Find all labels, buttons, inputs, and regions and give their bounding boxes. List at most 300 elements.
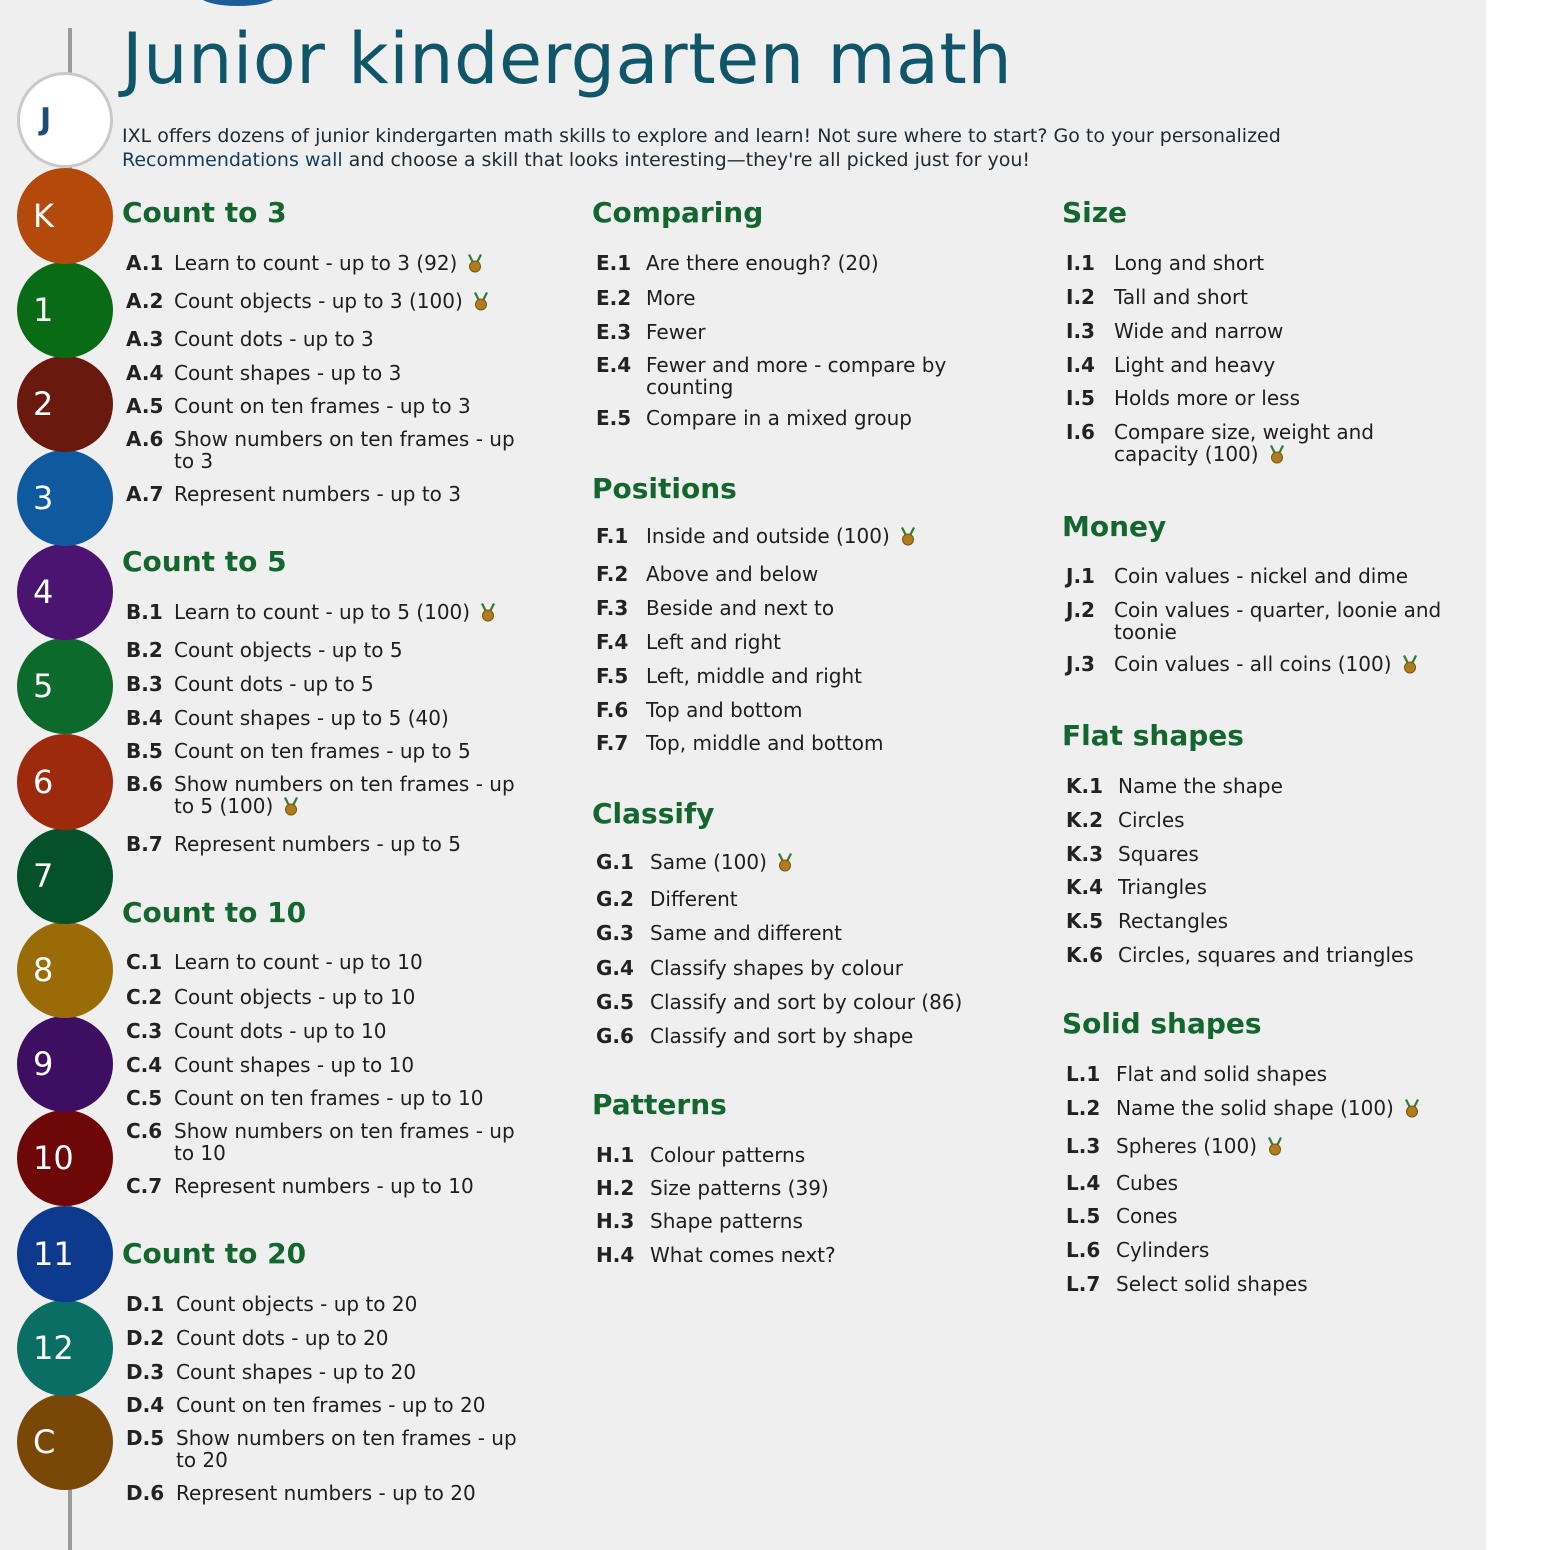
skill-link[interactable]	[126, 740, 518, 762]
skill-link[interactable]	[596, 922, 988, 944]
skill-link[interactable]	[126, 639, 518, 661]
skill-name-wrap	[646, 597, 988, 619]
skill-code: B.1	[126, 600, 163, 624]
skill-name-wrap	[176, 1427, 518, 1471]
skill-link[interactable]	[1066, 1172, 1458, 1194]
grade-tab-label: 9	[33, 1045, 54, 1083]
skill-link[interactable]	[1066, 286, 1458, 308]
skill-name: Select solid shapes	[1116, 1272, 1308, 1296]
skill-name-wrap	[174, 1175, 518, 1197]
skill-name: Classify and sort by colour (86)	[650, 990, 963, 1014]
skill-name: Shape patterns	[650, 1209, 803, 1233]
skill-name: Represent numbers - up to 20	[176, 1481, 476, 1505]
skill-link[interactable]	[596, 699, 988, 721]
skill-name-wrap	[174, 951, 518, 973]
skill-name-wrap	[176, 1361, 518, 1383]
section-title: Money	[1062, 510, 1167, 543]
skill-code: H.1	[596, 1143, 635, 1167]
skill-name: Circles	[1118, 808, 1185, 832]
intro-text	[122, 124, 1382, 172]
skill-link[interactable]	[1066, 252, 1458, 274]
skill-link[interactable]	[126, 252, 518, 274]
skill-name: Same and different	[650, 921, 843, 945]
skill-name-wrap	[174, 428, 518, 472]
skill-link[interactable]	[126, 1120, 518, 1164]
skill-code: E.4	[596, 353, 632, 377]
skill-link[interactable]	[596, 407, 988, 429]
skill-name-wrap	[174, 1020, 518, 1042]
skill-code: A.7	[126, 482, 164, 506]
grade-tab-10[interactable]	[17, 1110, 113, 1206]
skill-name-wrap	[1118, 910, 1458, 932]
skill-name-wrap	[174, 483, 518, 505]
skill-code: J.3	[1066, 652, 1095, 676]
skill-name-wrap	[650, 1144, 988, 1166]
skill-link[interactable]	[596, 354, 988, 398]
skill-link[interactable]	[596, 1177, 988, 1199]
skill-link[interactable]	[596, 597, 988, 619]
skill-name: Top and bottom	[646, 698, 803, 722]
skill-name: Compare size, weight and capacity (100)	[1114, 420, 1374, 466]
skill-link[interactable]	[1066, 1239, 1458, 1261]
skill-link[interactable]	[596, 1144, 988, 1166]
skill-link[interactable]	[596, 991, 988, 1013]
skill-code: C.7	[126, 1174, 163, 1198]
skill-code: L.4	[1066, 1171, 1101, 1195]
skill-name-wrap	[176, 1327, 518, 1349]
skill-link[interactable]	[1066, 320, 1458, 342]
skill-link[interactable]	[596, 1025, 988, 1047]
skill-code: L.1	[1066, 1062, 1101, 1086]
skill-link[interactable]	[126, 601, 518, 623]
skill-name-wrap	[650, 991, 988, 1013]
skill-link[interactable]	[596, 525, 988, 547]
skill-name-wrap	[646, 252, 988, 274]
skill-code: I.6	[1066, 420, 1095, 444]
skill-code: C.3	[126, 1019, 163, 1043]
skill-name-wrap	[1114, 320, 1458, 342]
grade-tab-label: 5	[33, 667, 54, 705]
skill-link[interactable]	[126, 673, 518, 695]
skill-name: Count on ten frames - up to 20	[176, 1393, 486, 1417]
section-title: Count to 3	[122, 196, 287, 229]
grade-tab-label: 11	[33, 1235, 74, 1273]
skill-code: F.7	[596, 731, 629, 755]
skill-link[interactable]	[126, 428, 518, 472]
intro-text-before: IXL offers dozens of junior kindergarten math skills to explore and learn! Not sure where to start? Go to your personalized	[122, 125, 1281, 147]
skill-name-wrap	[1114, 565, 1458, 587]
skill-name: Count dots - up to 20	[176, 1326, 389, 1350]
skill-name-wrap	[650, 888, 988, 910]
skill-name: Count on ten frames - up to 3	[174, 394, 471, 418]
skill-name: Squares	[1118, 842, 1199, 866]
skill-name-wrap	[176, 1293, 518, 1315]
section-title: Comparing	[592, 196, 764, 229]
skill-link[interactable]	[126, 1482, 518, 1504]
skill-name-wrap	[1118, 809, 1458, 831]
skill-name: Triangles	[1118, 875, 1207, 899]
grade-tab-12[interactable]	[17, 1300, 113, 1396]
skill-code: F.6	[596, 698, 629, 722]
medal-icon	[471, 291, 491, 311]
skill-code: K.1	[1066, 774, 1104, 798]
skill-name-wrap	[650, 851, 988, 873]
skill-link[interactable]	[596, 563, 988, 585]
skill-link[interactable]	[126, 707, 518, 729]
skill-code: L.5	[1066, 1204, 1101, 1228]
grade-tab-6[interactable]	[17, 734, 113, 830]
skill-name: Count dots - up to 5	[174, 672, 374, 696]
skill-link[interactable]	[1066, 387, 1458, 409]
skill-name: Flat and solid shapes	[1116, 1062, 1328, 1086]
skill-name-wrap	[646, 665, 988, 687]
page-title: Junior kindergarten math	[122, 18, 1013, 100]
skill-code: K.6	[1066, 943, 1104, 967]
section-title: Patterns	[592, 1088, 727, 1121]
grade-tab-9[interactable]	[17, 1016, 113, 1112]
skill-link[interactable]	[126, 1394, 518, 1416]
skill-link[interactable]	[126, 1087, 518, 1109]
section-title: Count to 10	[122, 896, 307, 929]
skill-name: Coin values - nickel and dime	[1114, 564, 1409, 588]
skill-name-wrap	[1116, 1273, 1458, 1295]
skill-code: H.2	[596, 1176, 635, 1200]
skill-code: L.6	[1066, 1238, 1101, 1262]
skill-link[interactable]	[596, 732, 988, 754]
skill-name: Classify and sort by shape	[650, 1024, 914, 1048]
grade-tab-3[interactable]	[17, 450, 113, 546]
skill-code: K.4	[1066, 875, 1104, 899]
grade-tab-label: C	[33, 1423, 56, 1461]
skill-code: G.2	[596, 887, 634, 911]
skill-name: Count shapes - up to 3	[174, 361, 402, 385]
skill-name-wrap	[1118, 843, 1458, 865]
skill-name-wrap	[174, 1054, 518, 1076]
skill-code: F.2	[596, 562, 629, 586]
skill-name: Beside and next to	[646, 596, 835, 620]
skill-name-wrap	[1114, 286, 1458, 308]
skill-name: Colour patterns	[650, 1143, 806, 1167]
skill-name-wrap	[1114, 599, 1458, 643]
skill-name: Learn to count - up to 3 (92)	[174, 251, 458, 275]
skill-name-wrap	[1116, 1205, 1458, 1227]
skill-name: What comes next?	[650, 1243, 836, 1267]
skill-name: Holds more or less	[1114, 386, 1300, 410]
skill-name: Classify shapes by colour	[650, 956, 903, 980]
section-title: Solid shapes	[1062, 1007, 1262, 1040]
skill-name-wrap	[1114, 252, 1458, 274]
skill-link[interactable]	[126, 773, 518, 817]
skill-link[interactable]	[1066, 599, 1458, 643]
skill-link[interactable]	[126, 1293, 518, 1315]
skill-code: E.1	[596, 251, 632, 275]
medal-icon	[281, 796, 301, 816]
skill-code: G.5	[596, 990, 634, 1014]
skill-name-wrap	[650, 1177, 988, 1199]
skill-name-wrap	[646, 287, 988, 309]
skill-link[interactable]	[1066, 1135, 1458, 1157]
medal-icon	[1267, 444, 1287, 464]
skill-link[interactable]	[126, 290, 518, 312]
section-title: Positions	[592, 472, 737, 505]
skill-code: A.3	[126, 327, 164, 351]
skill-link[interactable]	[1066, 944, 1458, 966]
skill-link[interactable]	[596, 321, 988, 343]
medal-icon	[1265, 1136, 1285, 1156]
skill-name-wrap	[174, 740, 518, 762]
skill-name-wrap	[174, 1120, 518, 1164]
skill-code: J.1	[1066, 564, 1095, 588]
skill-code: D.5	[126, 1426, 165, 1450]
skill-link[interactable]	[596, 888, 988, 910]
skill-link[interactable]	[126, 951, 518, 973]
skill-name: Count objects - up to 3 (100)	[174, 289, 463, 313]
skill-name-wrap	[174, 328, 518, 350]
skill-code: L.7	[1066, 1272, 1101, 1296]
skill-code: B.7	[126, 832, 163, 856]
skill-code: F.3	[596, 596, 629, 620]
skill-link[interactable]	[1066, 653, 1458, 675]
skill-name-wrap	[174, 673, 518, 695]
skill-link[interactable]	[126, 986, 518, 1008]
skill-name: Count dots - up to 3	[174, 327, 374, 351]
skill-link[interactable]	[1066, 354, 1458, 376]
skill-link[interactable]	[1066, 876, 1458, 898]
skill-name: Compare in a mixed group	[646, 406, 912, 430]
skill-name: Count objects - up to 10	[174, 985, 416, 1009]
skill-code: J.2	[1066, 598, 1095, 622]
skill-name: Represent numbers - up to 5	[174, 832, 461, 856]
skill-code: C.2	[126, 985, 163, 1009]
skill-link[interactable]	[596, 252, 988, 274]
medal-icon	[1400, 654, 1420, 674]
skill-name: Are there enough? (20)	[646, 251, 879, 275]
skill-link[interactable]	[1066, 1273, 1458, 1295]
skill-link[interactable]	[596, 957, 988, 979]
skill-link[interactable]	[1066, 843, 1458, 865]
grade-tab-label: 7	[33, 857, 54, 895]
skill-code: I.1	[1066, 251, 1095, 275]
skill-name: Count dots - up to 10	[174, 1019, 387, 1043]
medal-icon	[898, 526, 918, 546]
skill-name: More	[646, 286, 696, 310]
skill-link[interactable]	[596, 665, 988, 687]
skill-name: Cones	[1116, 1204, 1178, 1228]
grade-tab-7[interactable]	[17, 828, 113, 924]
skill-name: Light and heavy	[1114, 353, 1276, 377]
skill-link[interactable]	[596, 851, 988, 873]
skill-name-wrap	[174, 773, 518, 817]
grade-tab-label: 6	[33, 763, 54, 801]
skill-link[interactable]	[126, 1427, 518, 1471]
skill-name: Wide and narrow	[1114, 319, 1284, 343]
skill-name: Rectangles	[1118, 909, 1229, 933]
grade-tab-j[interactable]	[17, 72, 113, 168]
grade-tab-11[interactable]	[17, 1206, 113, 1302]
skill-name-wrap	[646, 563, 988, 585]
skill-name-wrap	[1114, 653, 1458, 675]
grade-tab-8[interactable]	[17, 922, 113, 1018]
skill-name-wrap	[176, 1394, 518, 1416]
skill-code: I.3	[1066, 319, 1095, 343]
skill-name-wrap	[646, 354, 988, 398]
skill-link[interactable]	[126, 1327, 518, 1349]
grade-tab-label: 2	[33, 385, 54, 423]
skill-code: D.4	[126, 1393, 165, 1417]
grade-tab-1[interactable]	[17, 262, 113, 358]
skill-link[interactable]	[126, 395, 518, 417]
skill-link[interactable]	[126, 1054, 518, 1076]
skill-name: Represent numbers - up to 10	[174, 1174, 474, 1198]
section-title: Count to 20	[122, 1237, 307, 1270]
skill-name-wrap	[1118, 775, 1458, 797]
skill-name: Count objects - up to 5	[174, 638, 403, 662]
grade-tab-k[interactable]	[17, 168, 113, 264]
skill-code: G.1	[596, 850, 634, 874]
skill-link[interactable]	[1066, 775, 1458, 797]
skill-code: I.5	[1066, 386, 1095, 410]
skill-link[interactable]	[126, 362, 518, 384]
skill-name: Same (100)	[650, 850, 767, 874]
skill-name: Spheres (100)	[1116, 1134, 1258, 1158]
skill-code: L.3	[1066, 1134, 1101, 1158]
skill-name: Inside and outside (100)	[646, 524, 890, 548]
skill-code: A.1	[126, 251, 164, 275]
skill-code: A.2	[126, 289, 164, 313]
skill-name: Size patterns (39)	[650, 1176, 829, 1200]
skill-name-wrap	[1118, 944, 1458, 966]
skill-name: Count shapes - up to 20	[176, 1360, 417, 1384]
skill-name-wrap	[646, 699, 988, 721]
skill-name-wrap	[174, 639, 518, 661]
grade-tab-label: 1	[33, 291, 54, 329]
grade-tab-label: 8	[33, 951, 54, 989]
skill-code: F.5	[596, 664, 629, 688]
skill-code: A.4	[126, 361, 164, 385]
skill-name-wrap	[650, 922, 988, 944]
skill-name: Show numbers on ten frames - up to 20	[176, 1426, 517, 1472]
medal-icon	[1402, 1098, 1422, 1118]
grade-tab-4[interactable]	[17, 544, 113, 640]
grade-tab-5[interactable]	[17, 638, 113, 734]
section-title: Count to 5	[122, 545, 287, 578]
skill-code: K.2	[1066, 808, 1104, 832]
skill-link[interactable]	[1066, 1205, 1458, 1227]
skill-link[interactable]	[1066, 910, 1458, 932]
skill-name: Coin values - quarter, loonie and toonie	[1114, 598, 1442, 644]
skill-name: Top, middle and bottom	[646, 731, 884, 755]
skill-code: E.2	[596, 286, 632, 310]
skill-name: Above and below	[646, 562, 819, 586]
skill-code: G.3	[596, 921, 634, 945]
skill-link[interactable]	[1066, 1097, 1458, 1119]
skill-code: G.4	[596, 956, 634, 980]
skill-link[interactable]	[1066, 565, 1458, 587]
skill-name-wrap	[176, 1482, 518, 1504]
skill-name: Count on ten frames - up to 10	[174, 1086, 484, 1110]
intro-text-after: and choose a skill that looks interesting—they're all picked just for you!	[342, 149, 1030, 171]
skill-code: H.3	[596, 1209, 635, 1233]
skill-link[interactable]	[126, 1361, 518, 1383]
skill-code: C.6	[126, 1119, 163, 1143]
grade-tab-label: 12	[33, 1329, 74, 1367]
skill-code: B.4	[126, 706, 163, 730]
grade-tab-2[interactable]	[17, 356, 113, 452]
skill-name: Count objects - up to 20	[176, 1292, 418, 1316]
skill-code: E.5	[596, 406, 632, 430]
skill-link[interactable]	[126, 483, 518, 505]
skill-link[interactable]	[596, 631, 988, 653]
skill-name-wrap	[646, 525, 988, 547]
skill-name-wrap	[1116, 1172, 1458, 1194]
skill-name: Name the shape	[1118, 774, 1283, 798]
skill-name-wrap	[650, 1210, 988, 1232]
skill-code: C.1	[126, 950, 163, 974]
skill-code: F.4	[596, 630, 629, 654]
skill-name: Long and short	[1114, 251, 1265, 275]
skill-code: K.3	[1066, 842, 1104, 866]
skill-name: Learn to count - up to 5 (100)	[174, 600, 471, 624]
grade-tab-label: K	[33, 197, 54, 235]
grade-tab-label: J	[40, 102, 52, 137]
grade-tab-c[interactable]	[17, 1394, 113, 1490]
skill-code: C.4	[126, 1053, 163, 1077]
skill-name-wrap	[174, 362, 518, 384]
grade-tabs	[0, 0, 76, 1550]
skill-link[interactable]	[1066, 1063, 1458, 1085]
skill-name-wrap	[1116, 1135, 1458, 1157]
skill-code: C.5	[126, 1086, 163, 1110]
skill-name-wrap	[1114, 354, 1458, 376]
skill-link[interactable]	[126, 328, 518, 350]
skill-name: Fewer and more - compare by counting	[646, 353, 947, 399]
skill-name: Show numbers on ten frames - up to 3	[174, 427, 515, 473]
logo-fragment	[200, 0, 276, 6]
skill-name-wrap	[174, 601, 518, 623]
skill-link[interactable]	[126, 1020, 518, 1042]
grade-tab-label: 3	[33, 479, 54, 517]
skill-link[interactable]	[126, 833, 518, 855]
section-title: Size	[1062, 196, 1128, 229]
skill-code: A.5	[126, 394, 164, 418]
skill-name-wrap	[1118, 876, 1458, 898]
recommendations-link[interactable]: Recommendations wall	[122, 149, 343, 171]
skill-link[interactable]	[596, 1210, 988, 1232]
skill-name-wrap	[174, 707, 518, 729]
skill-name: Left and right	[646, 630, 781, 654]
skill-link[interactable]	[1066, 421, 1458, 465]
skill-code: I.2	[1066, 285, 1095, 309]
skill-name-wrap	[1116, 1239, 1458, 1261]
skill-name-wrap	[174, 1087, 518, 1109]
medal-icon	[465, 253, 485, 273]
skill-link[interactable]	[1066, 809, 1458, 831]
skill-link[interactable]	[126, 1175, 518, 1197]
skill-name-wrap	[650, 1244, 988, 1266]
skill-code: D.2	[126, 1326, 165, 1350]
skill-code: E.3	[596, 320, 632, 344]
skill-name: Show numbers on ten frames - up to 5 (100)	[174, 772, 515, 818]
skill-name-wrap	[174, 290, 518, 312]
skill-link[interactable]	[596, 287, 988, 309]
skill-code: G.6	[596, 1024, 634, 1048]
skill-name-wrap	[174, 252, 518, 274]
skill-name-wrap	[1114, 387, 1458, 409]
skill-name-wrap	[650, 1025, 988, 1047]
skill-link[interactable]	[596, 1244, 988, 1266]
skill-code: K.5	[1066, 909, 1104, 933]
skill-name-wrap	[174, 986, 518, 1008]
